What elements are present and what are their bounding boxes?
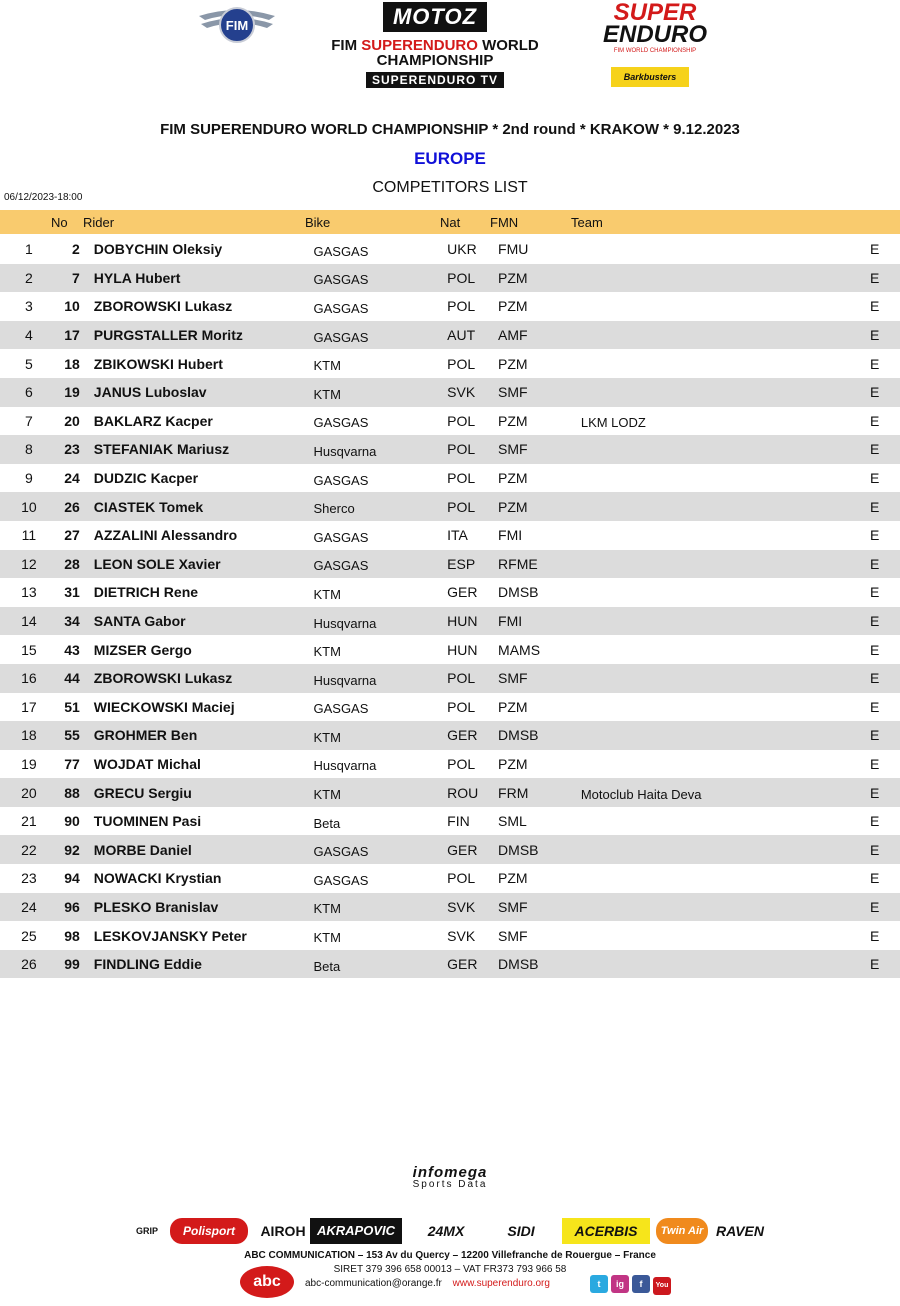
table-header xyxy=(0,210,900,234)
cell-nat: GER xyxy=(447,727,478,744)
cell-rider: STEFANIAK Mariusz xyxy=(93,441,230,458)
cell-bike: GASGAS xyxy=(313,529,369,545)
cell-bike: Husqvarna xyxy=(313,758,377,774)
cell-no: 77 xyxy=(64,755,80,772)
list-subtitle: COMPETITORS LIST xyxy=(372,179,528,196)
cell-team xyxy=(581,835,870,864)
cell-bike: GASGAS xyxy=(313,558,369,574)
abc-logo: abc xyxy=(240,1266,294,1298)
cell-pos: 20 xyxy=(21,784,37,801)
cell-rider: DUDZIC Kacper xyxy=(93,470,199,487)
cell-pos: 4 xyxy=(25,327,33,344)
cell-bike: KTM xyxy=(313,644,341,660)
cell-team xyxy=(581,807,870,836)
table-row xyxy=(0,521,900,550)
cell-no: 98 xyxy=(64,927,80,944)
contact-line xyxy=(305,1278,550,1289)
cell-team xyxy=(581,464,870,493)
cell-cat: E xyxy=(870,298,880,315)
cell-team: Motoclub Haita Deva xyxy=(580,787,702,803)
cell-bike: Husqvarna xyxy=(313,615,377,631)
cell-cat: E xyxy=(870,755,880,772)
table-row xyxy=(0,492,900,521)
cell-team xyxy=(581,693,870,722)
cell-rider: HYLA Hubert xyxy=(93,269,181,286)
cell-no: 44 xyxy=(64,670,80,687)
infomega-logo: infomega Sports Data xyxy=(412,1164,488,1190)
table-row xyxy=(0,292,900,321)
cell-pos: 26 xyxy=(21,956,37,973)
cell-nat: POL xyxy=(447,298,476,315)
cell-cat: E xyxy=(870,327,880,344)
cell-team xyxy=(581,321,870,350)
cell-pos: 12 xyxy=(21,555,37,572)
cell-team xyxy=(581,721,870,750)
cell-cat: E xyxy=(870,698,880,715)
cell-pos: 11 xyxy=(21,527,37,544)
cell-nat: HUN xyxy=(447,613,478,630)
cell-fmn: DMSB xyxy=(498,956,539,973)
cell-pos: 1 xyxy=(25,241,33,258)
table-row xyxy=(0,578,900,607)
cell-team xyxy=(581,550,870,579)
youtube-icon[interactable]: You xyxy=(653,1277,671,1295)
cell-pos: 14 xyxy=(21,613,37,630)
cell-cat: E xyxy=(870,412,880,429)
cell-pos: 25 xyxy=(21,927,37,944)
cell-no: 28 xyxy=(64,555,80,572)
cell-pos: 3 xyxy=(25,298,33,315)
competitors-table xyxy=(0,235,900,978)
cell-bike: KTM xyxy=(313,729,341,745)
cell-cat: E xyxy=(870,813,880,830)
super-enduro-logo: SUPER ENDURO FIM WORLD CHAMPIONSHIP xyxy=(602,0,707,54)
cell-bike: Beta xyxy=(313,815,341,831)
event-headline: FIM SUPERENDURO WORLD CHAMPIONSHIP * 2nd round * KRAKOW * 9.12.2023 xyxy=(160,121,740,138)
cell-bike: Sherco xyxy=(313,501,355,517)
contact-email[interactable]: abc-communication@orange.fr xyxy=(305,1278,442,1289)
header-fmn: FMN xyxy=(490,215,519,230)
cell-team: LKM LODZ xyxy=(580,415,646,431)
cell-rider: ZBOROWSKI Lukasz xyxy=(93,298,233,315)
cell-bike: KTM xyxy=(313,386,341,402)
cell-cat: E xyxy=(870,613,880,630)
cell-nat: POL xyxy=(447,470,476,487)
instagram-icon[interactable]: ig xyxy=(611,1275,629,1293)
cell-no: 55 xyxy=(64,727,80,744)
cell-pos: 6 xyxy=(25,384,33,401)
cell-fmn: FMI xyxy=(498,527,523,544)
sponsor-logo: RAVEN xyxy=(716,1223,764,1239)
table-row xyxy=(0,721,900,750)
cell-cat: E xyxy=(870,584,880,601)
cell-team xyxy=(581,893,870,922)
cell-fmn: PZM xyxy=(498,698,528,715)
cell-fmn: SMF xyxy=(498,670,528,687)
cell-nat: POL xyxy=(447,755,476,772)
cell-fmn: PZM xyxy=(498,298,528,315)
cell-bike: GASGAS xyxy=(313,300,369,316)
social-icons xyxy=(590,1274,674,1295)
table-row xyxy=(0,864,900,893)
cell-no: 27 xyxy=(64,527,80,544)
cell-rider: WOJDAT Michal xyxy=(93,755,201,772)
sponsor-logo: Polisport xyxy=(170,1218,248,1244)
region-title: EUROPE xyxy=(414,149,486,168)
sponsor-logo: GRIP xyxy=(135,1226,158,1236)
moto-logo: MOTOZ xyxy=(383,2,487,32)
cell-cat: E xyxy=(870,841,880,858)
cell-bike: KTM xyxy=(313,358,341,374)
cell-no: 92 xyxy=(64,841,80,858)
cell-bike: KTM xyxy=(313,787,341,803)
cell-nat: ITA xyxy=(447,527,468,544)
cell-fmn: FMU xyxy=(498,241,529,258)
cell-pos: 7 xyxy=(25,412,33,429)
cell-cat: E xyxy=(870,641,880,658)
cell-nat: POL xyxy=(447,269,476,286)
table-row xyxy=(0,550,900,579)
header-rider: Rider xyxy=(83,215,115,230)
table-row xyxy=(0,693,900,722)
cell-pos: 5 xyxy=(25,355,33,372)
cell-rider: PLESKO Branislav xyxy=(93,898,219,915)
cell-cat: E xyxy=(870,384,880,401)
cell-team xyxy=(581,292,870,321)
table-row xyxy=(0,349,900,378)
cell-no: 26 xyxy=(64,498,80,515)
cell-rider: WIECKOWSKI Maciej xyxy=(93,698,235,715)
cell-bike: GASGAS xyxy=(313,329,369,345)
fim-logo-icon xyxy=(197,4,277,44)
cell-nat: ESP xyxy=(447,555,476,572)
cell-fmn: PZM xyxy=(498,412,528,429)
cell-no: 31 xyxy=(64,584,80,601)
header-bike: Bike xyxy=(305,215,331,230)
cell-no: 18 xyxy=(64,355,80,372)
cell-team xyxy=(581,378,870,407)
cell-fmn: SMF xyxy=(498,898,528,915)
cell-fmn: PZM xyxy=(498,498,528,515)
sponsor-logos xyxy=(130,1214,770,1248)
cell-team xyxy=(581,635,870,664)
cell-fmn: SMF xyxy=(498,384,528,401)
cell-nat: SVK xyxy=(447,927,476,944)
cell-team xyxy=(581,349,870,378)
cell-nat: POL xyxy=(447,670,476,687)
cell-fmn: PZM xyxy=(498,470,528,487)
cell-team xyxy=(581,578,870,607)
cell-nat: GER xyxy=(447,841,478,858)
cell-rider: LEON SOLE Xavier xyxy=(93,555,221,572)
table-row xyxy=(0,264,900,293)
cell-rider: DIETRICH Rene xyxy=(93,584,199,601)
cell-rider: DOBYCHIN Oleksiy xyxy=(93,241,223,258)
cell-bike: GASGAS xyxy=(313,872,369,888)
sponsor-logo: Twin Air xyxy=(656,1218,708,1244)
cell-bike: GASGAS xyxy=(313,844,369,860)
table-row xyxy=(0,607,900,636)
cell-bike: Beta xyxy=(313,958,341,974)
cell-cat: E xyxy=(870,527,880,544)
cell-bike: KTM xyxy=(313,586,341,602)
cell-rider: MIZSER Gergo xyxy=(93,641,192,658)
cell-bike: Husqvarna xyxy=(313,443,377,459)
barkbusters-logo: Barkbusters xyxy=(611,67,689,87)
cell-cat: E xyxy=(870,470,880,487)
cell-fmn: PZM xyxy=(498,870,528,887)
cell-no: 24 xyxy=(64,470,80,487)
cell-cat: E xyxy=(870,269,880,286)
header-no: No xyxy=(51,215,68,230)
svg-text:FIM: FIM xyxy=(225,18,249,33)
cell-rider: BAKLARZ Kacper xyxy=(93,412,213,429)
cell-nat: POL xyxy=(447,498,476,515)
cell-fmn: MAMS xyxy=(498,641,541,658)
cell-no: 34 xyxy=(64,613,80,630)
cell-no: 88 xyxy=(64,784,80,801)
table-row xyxy=(0,750,900,779)
cell-fmn: SMF xyxy=(498,441,528,458)
cell-cat: E xyxy=(870,898,880,915)
cell-nat: AUT xyxy=(447,327,476,344)
championship-logo xyxy=(315,2,555,89)
table-row xyxy=(0,778,900,807)
cell-fmn: FMI xyxy=(498,613,523,630)
cell-nat: HUN xyxy=(447,641,478,658)
cell-no: 19 xyxy=(64,384,80,401)
cell-rider: SANTA Gabor xyxy=(93,613,186,630)
cell-nat: FIN xyxy=(447,813,470,830)
table-row xyxy=(0,921,900,950)
cell-team xyxy=(581,492,870,521)
cell-rider: CIASTEK Tomek xyxy=(93,498,204,515)
cell-pos: 23 xyxy=(21,870,37,887)
cell-cat: E xyxy=(870,441,880,458)
cell-pos: 17 xyxy=(21,698,37,715)
cell-nat: POL xyxy=(447,412,476,429)
cell-bike: GASGAS xyxy=(313,272,369,288)
cell-nat: POL xyxy=(447,441,476,458)
sponsor-logo: 24MX xyxy=(427,1223,465,1239)
cell-team xyxy=(581,750,870,779)
table-row xyxy=(0,893,900,922)
cell-fmn: DMSB xyxy=(498,584,539,601)
cell-bike: GASGAS xyxy=(313,472,369,488)
cell-cat: E xyxy=(870,956,880,973)
cell-cat: E xyxy=(870,498,880,515)
sponsor-logo: ACERBIS xyxy=(562,1218,650,1244)
cell-pos: 19 xyxy=(21,755,37,772)
cell-team xyxy=(581,264,870,293)
cell-cat: E xyxy=(870,727,880,744)
table-row xyxy=(0,807,900,836)
header-logos xyxy=(0,0,900,100)
cell-pos: 18 xyxy=(21,727,37,744)
cell-no: 20 xyxy=(64,412,80,429)
table-row xyxy=(0,635,900,664)
cell-pos: 8 xyxy=(25,441,33,458)
cell-rider: NOWACKI Krystian xyxy=(93,870,222,887)
cell-fmn: FRM xyxy=(498,784,529,801)
superenduro-tv-logo: SUPERENDURO TV xyxy=(366,72,504,88)
cell-nat: POL xyxy=(447,355,476,372)
cell-rider: ZBOROWSKI Lukasz xyxy=(93,670,233,687)
cell-team xyxy=(581,435,870,464)
cell-no: 99 xyxy=(64,956,80,973)
cell-rider: MORBE Daniel xyxy=(93,841,192,858)
cell-no: 7 xyxy=(72,269,80,286)
cell-fmn: PZM xyxy=(498,355,528,372)
cell-fmn: DMSB xyxy=(498,727,539,744)
table-row xyxy=(0,664,900,693)
cell-nat: POL xyxy=(447,870,476,887)
cell-rider: GRECU Sergiu xyxy=(93,784,192,801)
cell-team xyxy=(581,864,870,893)
cell-nat: GER xyxy=(447,956,478,973)
cell-bike: KTM xyxy=(313,901,341,917)
cell-rider: GROHMER Ben xyxy=(93,727,198,744)
cell-team xyxy=(581,664,870,693)
cell-pos: 22 xyxy=(21,841,37,858)
cell-fmn: SML xyxy=(498,813,527,830)
cell-nat: ROU xyxy=(447,784,479,801)
cell-fmn: PZM xyxy=(498,269,528,286)
twitter-icon[interactable]: t xyxy=(590,1275,608,1293)
cell-bike: GASGAS xyxy=(313,243,369,259)
cell-rider: TUOMINEN Pasi xyxy=(93,813,202,830)
cell-nat: POL xyxy=(447,698,476,715)
cell-cat: E xyxy=(870,355,880,372)
cell-bike: GASGAS xyxy=(313,415,369,431)
cell-bike: GASGAS xyxy=(313,701,369,717)
cell-pos: 24 xyxy=(21,898,37,915)
header-team: Team xyxy=(571,215,603,230)
cell-rider: LESKOVJANSKY Peter xyxy=(93,927,247,944)
table-row xyxy=(0,435,900,464)
facebook-icon[interactable]: f xyxy=(632,1275,650,1293)
header-nat: Nat xyxy=(440,215,461,230)
cell-rider: ZBIKOWSKI Hubert xyxy=(93,355,223,372)
cell-no: 2 xyxy=(72,241,80,258)
cell-team xyxy=(581,950,870,979)
cell-no: 94 xyxy=(64,870,80,887)
table-row xyxy=(0,835,900,864)
table-row xyxy=(0,464,900,493)
cell-pos: 16 xyxy=(21,670,37,687)
cell-nat: SVK xyxy=(447,898,476,915)
cell-bike: KTM xyxy=(313,930,341,946)
cell-fmn: DMSB xyxy=(498,841,539,858)
cell-nat: SVK xyxy=(447,384,476,401)
cell-fmn: RFME xyxy=(498,555,538,572)
cell-no: 17 xyxy=(64,327,80,344)
cell-cat: E xyxy=(870,870,880,887)
cell-pos: 10 xyxy=(21,498,37,515)
website-link[interactable]: www.superenduro.org xyxy=(452,1278,550,1289)
cell-pos: 2 xyxy=(25,269,33,286)
sponsor-logo: SIDI xyxy=(507,1223,535,1239)
cell-team xyxy=(581,607,870,636)
table-row xyxy=(0,378,900,407)
table-row xyxy=(0,950,900,979)
sponsor-logo: AKRAPOVIC xyxy=(310,1218,402,1244)
cell-bike: Husqvarna xyxy=(313,672,377,688)
cell-fmn: AMF xyxy=(498,327,528,344)
cell-team xyxy=(581,521,870,550)
cell-nat: UKR xyxy=(447,241,477,258)
cell-pos: 9 xyxy=(25,470,33,487)
cell-no: 43 xyxy=(64,641,80,658)
cell-rider: JANUS Luboslav xyxy=(93,384,207,401)
cell-team xyxy=(581,235,870,264)
cell-cat: E xyxy=(870,927,880,944)
cell-no: 23 xyxy=(64,441,80,458)
cell-no: 90 xyxy=(64,813,80,830)
table-row xyxy=(0,321,900,350)
cell-rider: AZZALINI Alessandro xyxy=(93,527,238,544)
table-row xyxy=(0,235,900,264)
championship-logo-text: FIM SUPERENDURO WORLD CHAMPIONSHIP xyxy=(331,37,539,69)
cell-rider: FINDLING Eddie xyxy=(93,956,202,973)
company-address: ABC COMMUNICATION – 153 Av du Quercy – 12200 Villefranche de Rouergue – France SIRET 379 396 658 00013 – VAT FR373 793 966 58 xyxy=(244,1250,656,1275)
cell-cat: E xyxy=(870,555,880,572)
cell-fmn: SMF xyxy=(498,927,528,944)
cell-rider: PURGSTALLER Moritz xyxy=(93,327,243,344)
cell-no: 51 xyxy=(64,698,80,715)
cell-cat: E xyxy=(870,670,880,687)
cell-no: 96 xyxy=(64,898,80,915)
cell-cat: E xyxy=(870,784,880,801)
cell-pos: 15 xyxy=(21,641,37,658)
cell-cat: E xyxy=(870,241,880,258)
cell-team xyxy=(581,921,870,950)
cell-no: 10 xyxy=(64,298,80,315)
cell-nat: GER xyxy=(447,584,478,601)
timestamp: 06/12/2023-18:00 xyxy=(4,192,83,203)
sponsor-logo: AIROH xyxy=(260,1223,306,1239)
cell-fmn: PZM xyxy=(498,755,528,772)
table-row xyxy=(0,407,900,436)
cell-pos: 21 xyxy=(21,813,37,830)
cell-pos: 13 xyxy=(21,584,37,601)
